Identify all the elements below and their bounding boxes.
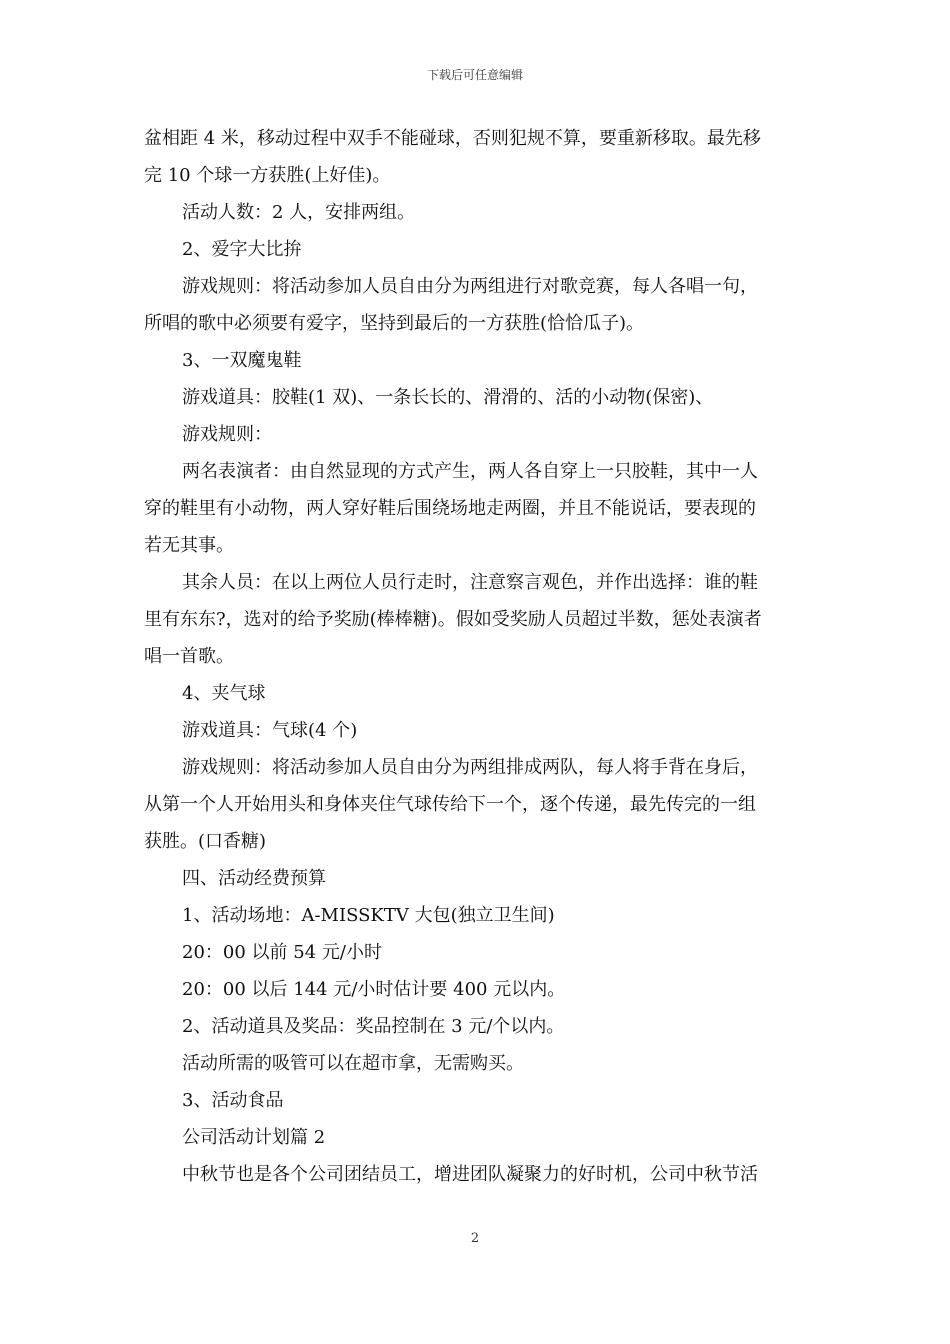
- document-body: [144, 120, 814, 1193]
- text-line: 盆相距 4 米，移动过程中双手不能碰球，否则犯规不算，要重新移取。最先移: [144, 128, 761, 149]
- text-line: 获胜。(口香糖): [144, 831, 267, 852]
- section-heading: 四、活动经费预算: [182, 868, 326, 889]
- section-heading: 公司活动计划篇 2: [182, 1127, 326, 1148]
- section-heading: 3、活动食品: [182, 1090, 284, 1111]
- text-line: 从第一个人开始用头和身体夹住气球传给下一个，逐个传递，最先传完的一组: [144, 794, 756, 815]
- text-line: 中秋节也是各个公司团结员工，增进团队凝聚力的好时机，公司中秋节活: [182, 1164, 758, 1185]
- page-number: 2: [470, 1231, 480, 1246]
- text-line: 20：00 以后 144 元/小时估计要 400 元以内。: [182, 979, 566, 1000]
- text-line: 游戏规则：: [182, 424, 272, 445]
- page-header: 下载后可任意编辑: [426, 68, 523, 82]
- text-line: 游戏规则：将活动参加人员自由分为两组排成两队，每人将手背在身后，: [182, 757, 758, 778]
- text-line: 2、活动道具及奖品：奖品控制在 3 元/个以内。: [182, 1016, 565, 1037]
- text-line: 活动所需的吸管可以在超市拿，无需购买。: [182, 1053, 524, 1074]
- section-heading: 3、一双魔鬼鞋: [182, 350, 302, 371]
- text-line: 唱一首歌。: [144, 646, 234, 667]
- text-line: 游戏道具：气球(4 个): [182, 720, 358, 741]
- text-line: 游戏规则：将活动参加人员自由分为两组进行对歌竞赛，每人各唱一句，: [182, 276, 758, 297]
- text-line: 所唱的歌中必须要有爱字，坚持到最后的一方获胜(恰恰瓜子)。: [144, 313, 645, 334]
- text-line: 里有东东?，选对的给予奖励(棒棒糖)。假如受奖励人员超过半数，惩处表演者: [144, 609, 762, 630]
- text-line: 两名表演者：由自然显现的方式产生，两人各自穿上一只胶鞋，其中一人: [182, 461, 758, 482]
- text-line: 完 10 个球一方获胜(上好佳)。: [144, 165, 391, 186]
- text-line: 其余人员：在以上两位人员行走时，注意察言观色，并作出选择：谁的鞋: [182, 572, 758, 593]
- text-line: 活动人数：2 人，安排两组。: [182, 202, 416, 223]
- text-line: 1、活动场地：A-MISSKTV 大包(独立卫生间): [182, 905, 555, 926]
- text-line: 游戏道具：胶鞋(1 双)、一条长长的、滑滑的、活的小动物(保密)、: [182, 387, 714, 408]
- text-line: 穿的鞋里有小动物，两人穿好鞋后围绕场地走两圈，并且不能说话，要表现的: [144, 498, 756, 519]
- text-line: 若无其事。: [144, 535, 234, 556]
- text-line: 20：00 以前 54 元/小时: [182, 942, 382, 963]
- section-heading: 2、爱字大比拚: [182, 239, 302, 260]
- section-heading: 4、夹气球: [182, 683, 266, 704]
